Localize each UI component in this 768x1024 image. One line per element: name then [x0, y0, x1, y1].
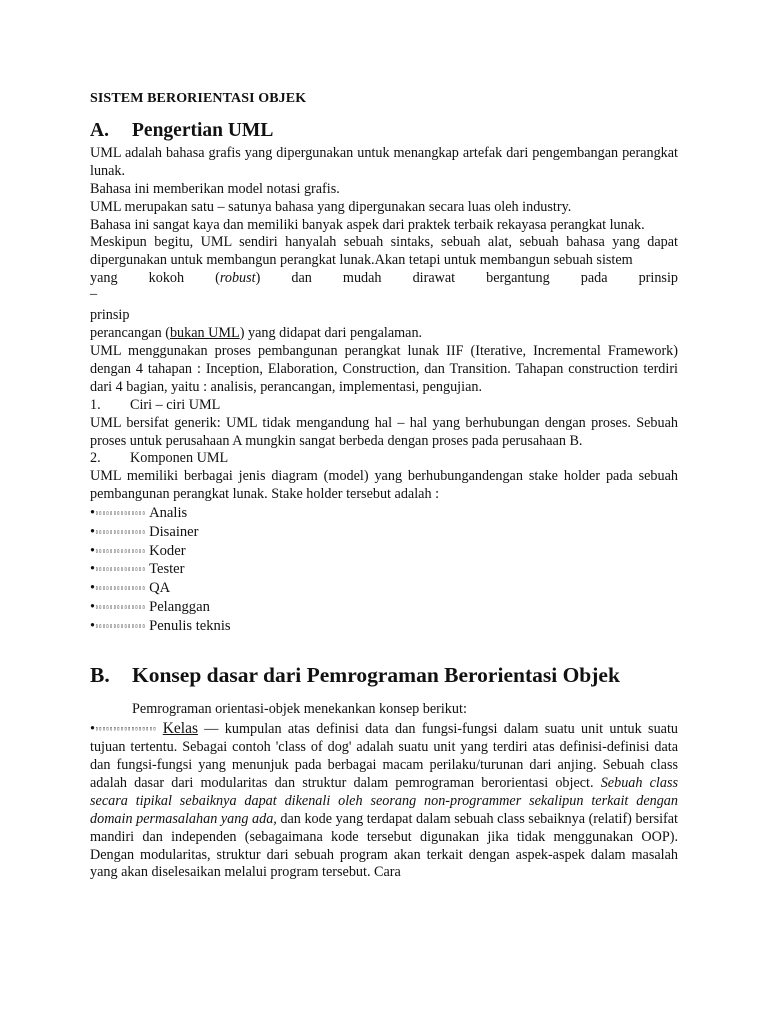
paragraph-oop-intro: Pemrograman orientasi-objek menekankan konsep berikut: [132, 701, 467, 718]
section-a-heading [90, 118, 678, 144]
list-item: •▯▯▯▯▯▯▯▯▯▯▯▯▯▯ Pelanggan [90, 598, 210, 615]
link-kelas[interactable]: Kelas [162, 720, 198, 738]
section-b-heading [90, 661, 678, 689]
word: kokoh [148, 270, 185, 287]
prinsip-line: prinsip [90, 307, 130, 324]
list-item: •▯▯▯▯▯▯▯▯▯▯▯▯▯▯ Analis [90, 505, 188, 522]
subsection-1-heading: 1. Ciri – ciri UML [90, 396, 221, 413]
link-bukan-uml[interactable]: bukan UML [169, 325, 240, 342]
paragraph-components: UML memiliki berbagai jenis diagram (model) yang berhubungandengan stake holder pada sebuah pembangunan perangkat lunak. Stake holder tersebut adalah : [90, 468, 678, 503]
word: pada [580, 270, 608, 287]
word: mudah [342, 270, 382, 287]
list-item: •▯▯▯▯▯▯▯▯▯▯▯▯▯▯ Tester [90, 561, 185, 578]
word: bergantung [486, 270, 550, 287]
list-item: •▯▯▯▯▯▯▯▯▯▯▯▯▯▯ Disainer [90, 523, 199, 540]
paragraph-kelas: •▯▯▯▯▯▯▯▯▯▯▯▯▯▯▯▯▯ Kelas — kumpulan atas definisi data dan fungsi-fungsi dalam suatu unit untuk suatu tujuan tertentu. Sebagai contoh 'class of dog' adalah suatu unit yang terdiri atas definisi-definisi data dan fungsi-fungsi yang menunjuk pada berbagai macam perilaku/turunan dari anjing. Sebuah class adalah dasar dari modularitas dan struktur dalam pemrograman berorientasi object. Sebuah class secara tipikal sebaiknya dapat dikenali oleh seorang non-programmer sekalipun terkait dengan domain permasalahan yang ada, dan kode yang terdapat dalam sebuah class sebaiknya (relatif) bersifat mandiri dan independen (sebagaimana kode tersebut digunakan jika tidak menggunakan OOP). Dengan modularitas, struktur dari sebuah program akan terkait dengan aspek-aspek dalam masalah yang akan diselesaikan melalui program tersebut. Cara [90, 720, 679, 881]
section-b-number: B. [90, 663, 110, 688]
paragraph-iif-process: UML menggunakan proses pembangunan perangkat lunak IIF (Iterative, Incremental Framework) dengan 4 tahapan : Inception, Elaboration, Construction, dan Transition. Tahapan construction terdiri dari 4 bagian, yaitu : analisis, perancangan, implementasi, pengujian. [90, 342, 678, 395]
word: prinsip [638, 270, 678, 287]
paragraph-industry: UML merupakan satu – satunya bahasa yang dipergunakan secara luas oleh industry. [90, 198, 572, 215]
stakeholder-list [90, 504, 678, 635]
word-robust: (robust) [215, 270, 261, 287]
perancangan-line: perancangan (bukan UML) yang didapat dari pengalaman. [90, 325, 423, 342]
word: yang [90, 270, 118, 287]
section-b-title: Konsep dasar dari Pemrograman Berorientasi Objek [132, 663, 620, 688]
italic-class-note: Sebuah class secara tipikal sebaiknya dapat dikenali oleh seorang non-programmer sekalipun terkait dengan domain permasalahan yang ada, [90, 774, 678, 827]
word: dan [291, 270, 312, 287]
list-item: •▯▯▯▯▯▯▯▯▯▯▯▯▯▯ Koder [90, 542, 186, 559]
list-item: •▯▯▯▯▯▯▯▯▯▯▯▯▯▯ QA [90, 580, 171, 597]
paragraph-rich-language: Bahasa ini sangat kaya dan memiliki banyak aspek dari praktek terbaik rekayasa perangkat lunak. [90, 216, 645, 233]
paragraph-syntax: Meskipun begitu, UML sendiri hanyalah sebuah sintaks, sebuah alat, sebuah bahasa yang dapat dipergunakan untuk membangun perangkat lunak.Akan tetapi untuk membangun sebuah sistem [90, 234, 678, 269]
dash-line: – [90, 286, 98, 303]
list-item: •▯▯▯▯▯▯▯▯▯▯▯▯▯▯ Penulis teknis [90, 617, 231, 634]
paragraph-syntax-spread-line [90, 270, 678, 288]
document-title: SISTEM BERORIENTASI OBJEK [90, 91, 307, 106]
word: dirawat [412, 270, 456, 287]
paragraph-generic: UML bersifat generik: UML tidak mengandung hal – hal yang berhubungan dengan proses. Sebuah proses untuk perusahaan A mungkin sangat berbeda dengan proses pada perusahaan B. [90, 414, 678, 449]
paragraph-notation: Bahasa ini memberikan model notasi grafis. [90, 180, 340, 197]
subsection-2-heading: 2. Komponen UML [90, 450, 229, 467]
document-body [90, 90, 678, 882]
section-a-title: Pengertian UML [132, 119, 274, 141]
paragraph-uml-definition: UML adalah bahasa grafis yang dipergunakan untuk menangkap artefak dari pengembangan perangkat lunak. [90, 144, 678, 179]
section-a-number: A. [90, 119, 109, 141]
